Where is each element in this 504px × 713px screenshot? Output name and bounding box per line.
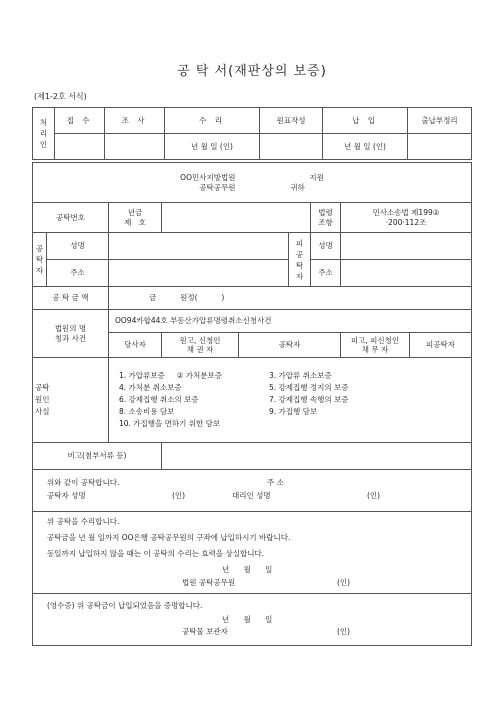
- declaration-text: 위와 같이 공탁합니다.: [47, 477, 120, 487]
- header-receipt: 접 수: [55, 108, 105, 134]
- depositor-label: 공 탁 자: [33, 233, 47, 287]
- receipt-line: (영수증) 위 공탁금이 납입되었음을 증명합니다.: [47, 600, 203, 610]
- acceptance-line-2: 공탁금을 년 월 일까지 OO은행 공탁공무원의 구좌에 납입하시기 바랍니다.: [47, 532, 291, 542]
- cause-item-6: 6. 강제집행 취소의 보증: [119, 395, 199, 404]
- payment-date: 년 월 일 (인): [323, 134, 408, 160]
- address-label: 주 소: [267, 477, 284, 487]
- cause-item-8: 8. 소송비용 담보: [119, 407, 175, 416]
- cash-book-cell[interactable]: [408, 134, 472, 160]
- acceptance-date: 년 월 일 (인): [165, 134, 260, 160]
- depositee-address-label: 주소: [311, 260, 341, 287]
- depositor-name-label: 성명: [47, 233, 109, 260]
- officer-seal: (인): [337, 577, 351, 587]
- header-payment: 납 입: [323, 108, 408, 134]
- receipt-cell: [33, 594, 472, 646]
- acceptance-date: 년 월 일: [222, 564, 273, 574]
- depositee-address-field[interactable]: [341, 260, 472, 287]
- recipient-suffix: 귀하: [290, 182, 305, 192]
- acceptance-line-3: 동일까지 납입하지 않을 때는 이 공탁의 수리는 효력을 상실합니다.: [47, 548, 265, 558]
- header-acceptance: 수 리: [165, 108, 260, 134]
- amount-label: 공 탁 금 액: [33, 287, 109, 310]
- law-clause-value: 민사소송법 제199② ·200·112조: [341, 203, 472, 233]
- keeper-seal: (인): [337, 626, 351, 636]
- cause-item-9: 9. 가집행 담보: [269, 407, 318, 416]
- depositee-name-label: 성명: [311, 233, 341, 260]
- deposit-number-field[interactable]: [162, 203, 311, 233]
- form-number: (제1-2호 서식): [34, 92, 87, 101]
- cause-item-5: 5. 강제집행 정지의 보증: [269, 383, 349, 392]
- agent-seal: (인): [367, 490, 381, 500]
- investigation-cell[interactable]: [105, 134, 165, 160]
- declaration-cell: [33, 470, 472, 512]
- header-cash-book: 출납부정리: [408, 108, 472, 134]
- depositor-address-field[interactable]: [109, 260, 289, 287]
- receipt-cell[interactable]: [55, 134, 105, 160]
- cause-items: [109, 358, 472, 443]
- cause-item-2: ② 가처분보증: [176, 371, 223, 380]
- depositor-party-label: 공탁자: [239, 333, 341, 358]
- cause-label: 공탁 원인 사실: [33, 358, 109, 443]
- officer-signature-label: 법원 공탁공무원: [182, 577, 236, 587]
- header-ledger: 원표작성: [260, 108, 323, 134]
- keeper-signature-label: 공탁물 보관자: [182, 626, 228, 636]
- law-clause-label: 법령 조항: [311, 203, 341, 233]
- cause-item-1: 1. 가압류보증: [119, 371, 165, 380]
- case-label: 법원의 명 칭과 사건: [33, 310, 109, 358]
- case-title: OO94카합44호 부동산가압류명령취소신청사건: [109, 310, 472, 333]
- processing-table: [32, 107, 472, 160]
- cause-item-4: 4. 가처분 취소보증: [119, 383, 182, 392]
- defendant-debtor-label: 피고, 피신청인 채 무 자: [341, 333, 410, 358]
- header-investigation: 조 사: [105, 108, 165, 134]
- agent-signature-label: 대리인 성명: [232, 490, 271, 500]
- depositor-signature-label: 공탁자 성명: [47, 490, 86, 500]
- depositor-seal: (인): [172, 490, 186, 500]
- depositee-name-field[interactable]: [341, 233, 472, 260]
- remarks-field[interactable]: [162, 443, 472, 470]
- cause-item-3: 3. 가압류 취소보증: [269, 371, 332, 380]
- plaintiff-creditor-label: 원고, 신청인 채 권 자: [162, 333, 239, 358]
- depositee-party-label: 피공탁자: [410, 333, 472, 358]
- remarks-label: 비고(첨부서류 등): [33, 443, 162, 470]
- main-table: [32, 162, 472, 646]
- cause-item-7: 7. 강제집행 속행의 보증: [269, 395, 349, 404]
- acceptance-cell: [33, 512, 472, 594]
- branch-suffix: 지원: [309, 173, 324, 183]
- receipt-date: 년 월 일: [222, 614, 273, 624]
- depositee-label: 피 공 탁 자: [289, 233, 311, 287]
- page-title: 공 탁 서(재판상의 보증): [177, 64, 327, 79]
- court-name: OO민사지방법원: [180, 173, 236, 183]
- deposit-number-label: 공탁번호: [33, 203, 109, 233]
- cause-item-10: 10. 가집행을 면하기 위한 담보: [119, 419, 221, 428]
- amount-value: 금 원정( ): [109, 287, 472, 310]
- depositor-address-label: 주소: [47, 260, 109, 287]
- processing-label: 처 리 인: [33, 108, 55, 160]
- depositor-name-field[interactable]: [109, 233, 289, 260]
- ledger-cell[interactable]: [260, 134, 323, 160]
- officer-title: 공탁공무원: [199, 182, 236, 192]
- acceptance-line-1: 위 공탁을 수리합니다.: [47, 516, 120, 526]
- party-label: 당사자: [109, 333, 162, 358]
- court-address-cell: [33, 163, 472, 203]
- deposit-year-case: 년금 제 호: [109, 203, 162, 233]
